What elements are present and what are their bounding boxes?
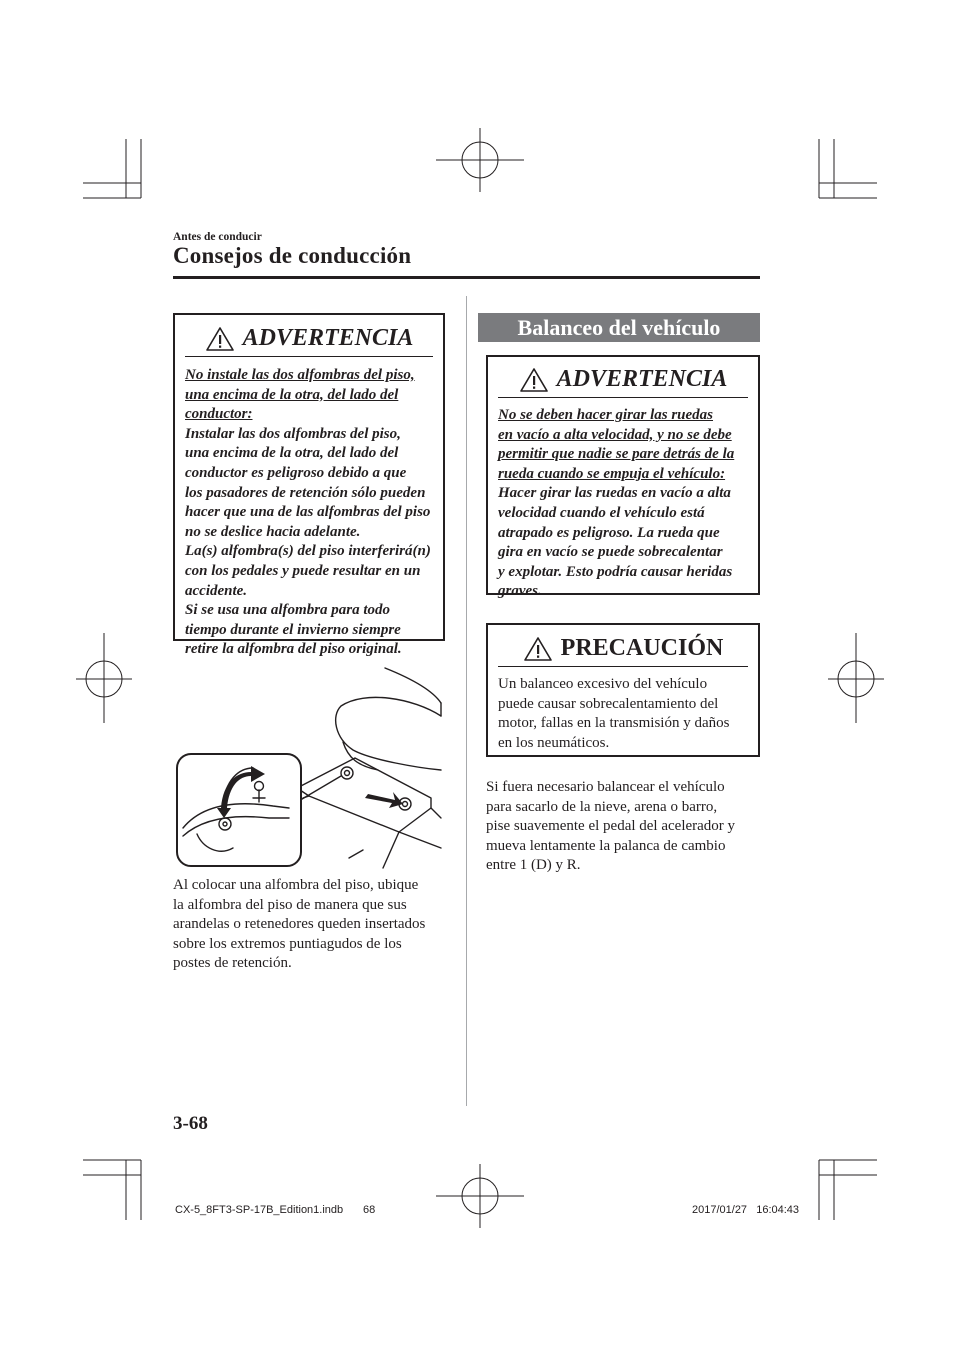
section-breadcrumb: Antes de conducir xyxy=(173,231,262,243)
paragraph-line: mueva lentamente la palanca de cambio xyxy=(486,837,726,854)
caution-box-header xyxy=(488,635,758,662)
warning-line: atrapado es peligroso. La rueda que xyxy=(498,524,720,541)
page-title: Consejos de conducción xyxy=(173,243,412,268)
warning-line: Si se usa una alfombra para todo xyxy=(185,602,391,619)
paragraph-line: entre 1 (D) y R. xyxy=(486,857,581,874)
warning-box-separator xyxy=(185,356,433,357)
warning-box xyxy=(173,313,445,658)
seat-outline xyxy=(385,668,441,703)
warning-line: permitir que nadie se pare detrás de la xyxy=(498,446,735,463)
warning-box-header xyxy=(488,366,758,393)
warning-line: La(s) alfombra(s) del piso interferirá(n) xyxy=(185,543,431,560)
warning-line: No instale las dos alfombras del piso, xyxy=(185,367,415,383)
paragraph-line: postes de retención. xyxy=(173,955,292,972)
warning-line: conductor: xyxy=(185,406,253,423)
warning-line: con los pedales y puede resultar en un xyxy=(185,562,421,579)
arrow-icon xyxy=(365,792,403,808)
warning-line: rueda cuando se empuja el vehículo: xyxy=(498,465,726,482)
right-paragraph xyxy=(486,778,735,876)
caution-line: motor, fallas en la transmisión y daños xyxy=(498,715,730,732)
warning-box-header xyxy=(175,325,443,352)
paragraph-line: Si fuera necesario balancear el vehículo xyxy=(486,779,725,795)
warning-triangle-icon xyxy=(205,326,235,352)
page-number: 3-68 xyxy=(173,1113,208,1134)
paragraph-line: la alfombra del piso de manera que sus xyxy=(173,896,407,913)
warning-line: no se deslice hacia adelante. xyxy=(185,523,361,540)
warning-title: ADVERTENCIA xyxy=(242,325,414,351)
paragraph-line: para sacarlo de la nieve, arena o barro, xyxy=(486,798,718,815)
file-page: 68 xyxy=(363,1204,376,1216)
warning-line: en vacío a alta velocidad, y no se debe xyxy=(498,426,732,443)
left-paragraph xyxy=(173,876,425,974)
column-divider xyxy=(466,296,467,1106)
warning-line: hacer que una de las alfombras del piso xyxy=(185,504,431,521)
caution-box-separator xyxy=(498,666,748,667)
warning-body xyxy=(498,406,750,602)
warning-line: Hacer girar las ruedas en vacío a alta xyxy=(498,485,731,502)
warning-line: No se deben hacer girar las ruedas xyxy=(498,407,714,423)
warning-line: una encima de la otra, del lado del xyxy=(185,445,399,462)
caution-line: puede causar sobrecalentamiento del xyxy=(498,695,719,712)
caution-title: PRECAUCIÓN xyxy=(560,635,724,661)
paragraph-line: pise suavemente el pedal del acelerador y xyxy=(486,818,736,835)
warning-line: una encima de la otra, del lado del xyxy=(185,386,399,403)
caution-body xyxy=(498,675,750,753)
warning-triangle-icon xyxy=(523,636,553,662)
warning-line: retire la alfombra del piso original. xyxy=(185,641,402,658)
warning-line: graves. xyxy=(498,583,542,600)
warning-line: y explotar. Esto podría causar heridas xyxy=(498,563,733,580)
warning-line: conductor es peligroso debido a que xyxy=(185,464,407,481)
warning-box xyxy=(486,355,760,600)
warning-line: tiempo durante el invierno siempre xyxy=(185,621,401,638)
floor-mat-retention-post-illustration xyxy=(173,658,445,870)
file-name: CX-5_8FT3-SP-17B_Edition1.indb xyxy=(175,1204,344,1216)
caution-box xyxy=(486,623,760,757)
section-banner: Balanceo del vehículo xyxy=(478,313,760,342)
warning-triangle-icon xyxy=(519,367,549,393)
warning-line: gira en vacío se puede sobrecalentar xyxy=(498,544,723,561)
caution-line: Un balanceo excesivo del vehículo xyxy=(498,676,708,692)
caution-line: en los neumáticos. xyxy=(498,734,610,751)
warning-body xyxy=(185,366,435,660)
retention-post-icon xyxy=(341,767,353,779)
paragraph-line: sobre los extremos puntiagudos de los xyxy=(173,935,402,952)
warning-title: ADVERTENCIA xyxy=(556,366,728,392)
warning-box-separator xyxy=(498,397,748,398)
timestamp: 2017/01/27 16:04:43 xyxy=(692,1204,800,1216)
floor-mat-outline xyxy=(297,758,431,832)
inset-frame xyxy=(177,754,301,866)
warning-line: los pasadores de retención sólo pueden xyxy=(185,484,426,501)
warning-line: Instalar las dos alfombras del piso, xyxy=(185,425,401,442)
paragraph-line: Al colocar una alfombra del piso, ubique xyxy=(173,877,419,893)
warning-line: velocidad cuando el vehículo está xyxy=(498,504,705,521)
header-rule xyxy=(173,276,760,279)
paragraph-line: arandelas o retenedores queden insertados xyxy=(173,916,426,933)
warning-line: accidente. xyxy=(185,582,248,599)
